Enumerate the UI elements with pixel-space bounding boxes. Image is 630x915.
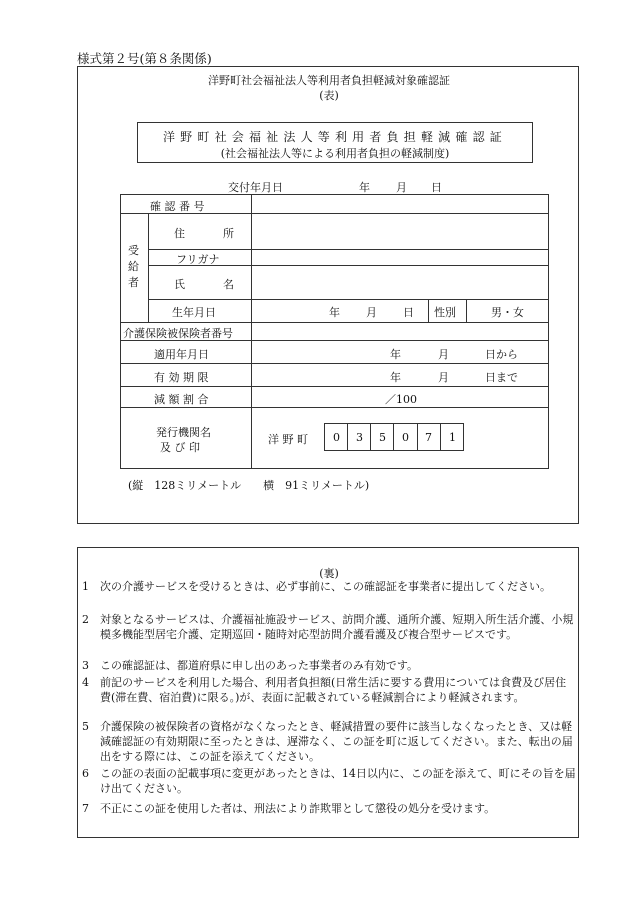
back-note — [82, 675, 576, 705]
birth-month-unit: 月 — [366, 306, 377, 319]
note-number: 1 — [82, 580, 89, 593]
certificate-subtitle: (社会福祉法人等による利用者負担の軽減制度) — [220, 147, 450, 160]
apply-date-label: 適用年月日 — [154, 348, 209, 361]
issuer-code-digit: 0 — [333, 431, 340, 444]
note-number: 4 — [82, 676, 89, 689]
issuer-code-digit: 3 — [356, 431, 363, 444]
apply-year-unit: 年 — [390, 348, 401, 361]
certificate-title: 洋野町社会福祉法人等利用者負担軽減確認証 — [162, 130, 507, 144]
code-box-line — [347, 423, 348, 451]
birth-year-unit: 年 — [329, 306, 340, 319]
table-line — [120, 363, 549, 364]
certificate-back — [77, 547, 579, 838]
address-label-1: 住 — [174, 227, 185, 240]
note-number: 7 — [82, 802, 89, 815]
gender-label: 性別 — [434, 306, 456, 319]
note-text: 対象となるサービスは、介護福祉施設サービス、訪問介護、通所介護、短期入所生活介護、小規模多機能型居宅介護、定期巡回・随時対応型訪問介護看護及び複合型サービスです。 — [100, 613, 574, 641]
note-text: この証の表面の記載事項に変更があったときは、14日以内に、この証を添えて、町にその旨を届け出てください。 — [100, 767, 576, 795]
code-box-line — [463, 423, 464, 451]
issuer-label-line1: 発行機関名 — [156, 426, 211, 439]
back-note — [82, 658, 576, 673]
issue-day-unit: 日 — [431, 181, 442, 194]
valid-year-unit: 年 — [390, 371, 401, 384]
back-note — [82, 719, 576, 764]
confirm-number-label: 確 認 番 号 — [150, 200, 205, 213]
recipient-label-3: 者 — [128, 276, 139, 289]
form-number-label: 様式第２号(第８条関係) — [77, 51, 212, 66]
issue-month-unit: 月 — [396, 181, 407, 194]
address-label-2: 所 — [223, 227, 234, 240]
table-line — [428, 299, 429, 322]
code-box-line — [324, 423, 464, 424]
code-box-line — [440, 423, 441, 451]
valid-until-text: 日まで — [485, 371, 518, 384]
note-text: 次の介護サービスを受けるときは、必ず事前に、この確認証を事業者に提出してください。 — [100, 580, 551, 593]
code-box-line — [393, 423, 394, 451]
back-note — [82, 801, 576, 816]
card-size-note: (縦 128ミリメートル 横 91ミリメートル) — [128, 479, 370, 492]
birthdate-label: 生年月日 — [172, 306, 216, 319]
issuer-code-digit: 1 — [449, 431, 456, 444]
table-line — [148, 299, 549, 300]
note-number: 6 — [82, 767, 89, 780]
back-side-label: (裏) — [319, 567, 339, 580]
recipient-label-2: 給 — [128, 260, 139, 273]
gender-options: 男・女 — [491, 306, 524, 319]
name-label-1: 氏 — [174, 278, 185, 291]
apply-from-text: 日から — [485, 348, 518, 361]
certificate-front — [77, 66, 579, 524]
valid-month-unit: 月 — [438, 371, 449, 384]
issuer-name: 洋 野 町 — [268, 433, 308, 446]
valid-period-label: 有 効 期 限 — [154, 371, 209, 384]
recipient-label-1: 受 — [128, 244, 139, 257]
apply-month-unit: 月 — [438, 348, 449, 361]
table-line — [120, 322, 549, 323]
insured-number-label: 介護保険被保険者番号 — [123, 327, 233, 340]
note-text: この確認証は、都道府県に申し出のあった事業者のみ有効です。 — [100, 659, 419, 672]
table-line — [251, 194, 252, 469]
table-line — [120, 386, 549, 387]
table-line — [548, 194, 549, 469]
issuer-code-digit: 5 — [379, 431, 386, 444]
address-label — [174, 225, 234, 241]
issuer-code-digit: 7 — [425, 431, 432, 444]
table-line — [466, 299, 467, 322]
note-number: 3 — [82, 659, 89, 672]
code-box-line — [417, 423, 418, 451]
note-text: 不正にこの証を使用した者は、刑法により詐欺罪として懲役の処分を受けます。 — [100, 802, 496, 815]
note-number: 2 — [82, 613, 89, 626]
table-line — [148, 249, 549, 250]
code-box-line — [370, 423, 371, 451]
document-title: 洋野町社会福祉法人等利用者負担軽減対象確認証 — [208, 74, 450, 87]
note-text: 介護保険の被保険者の資格がなくなったとき、軽減措置の要件に該当しなくなったとき、又は軽減確認証の有効期限に至ったときは、遅滞なく、この証を町に返してください。また、転出の届出をする際には、この証を添えてください。 — [100, 720, 573, 763]
note-number: 5 — [82, 720, 89, 733]
birth-day-unit: 日 — [403, 306, 414, 319]
reduction-rate-label: 減 額 割 合 — [154, 393, 209, 406]
code-box-line — [324, 450, 464, 451]
reduction-rate-value: ／100 — [385, 393, 417, 406]
certificate-title-box — [137, 122, 533, 163]
table-line — [148, 213, 149, 322]
issue-date-label: 交付年月日 — [228, 181, 283, 194]
issuer-label-line2: 及 び 印 — [160, 441, 200, 454]
issue-year-unit: 年 — [359, 181, 370, 194]
note-text: 前記のサービスを利用した場合、利用者負担額(日常生活に要する費用については食費及び居住費(滞在費、宿泊費)に限る。)が、表面に記載されている軽減割合により軽減されます。 — [100, 676, 567, 704]
table-line — [120, 194, 121, 469]
furigana-label: フリガナ — [176, 253, 220, 266]
table-line — [120, 194, 549, 195]
front-side-label: (表) — [319, 89, 339, 102]
table-line — [120, 468, 549, 469]
table-line — [120, 407, 549, 408]
back-note — [82, 612, 576, 642]
code-box-line — [324, 423, 325, 451]
name-label — [174, 276, 234, 292]
back-note — [82, 579, 576, 594]
back-note — [82, 766, 576, 796]
issuer-code-digit: 0 — [402, 431, 409, 444]
name-label-2: 名 — [223, 278, 234, 291]
